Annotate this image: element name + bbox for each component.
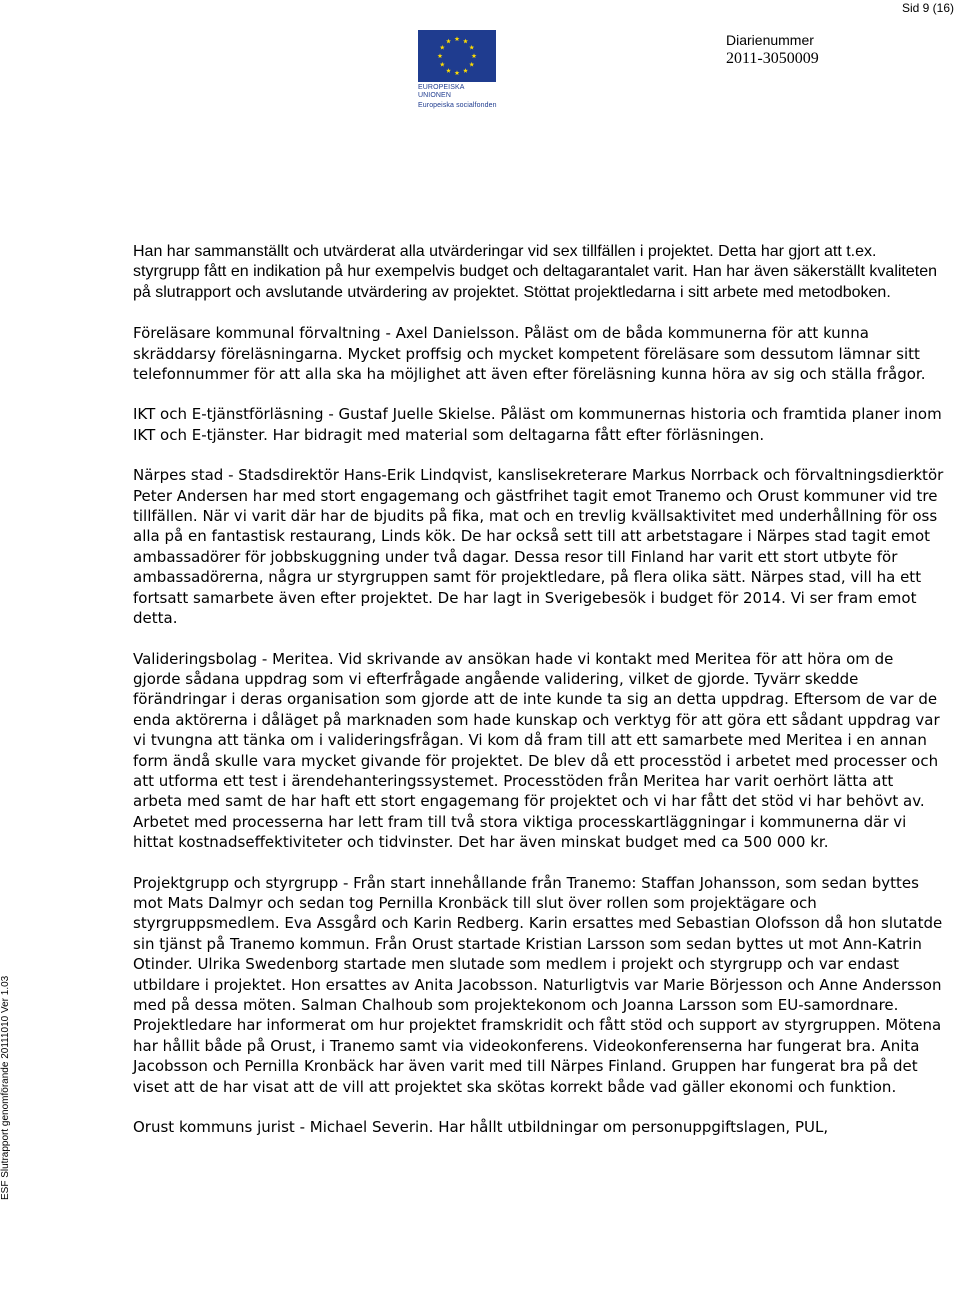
document-body xyxy=(133,242,945,1157)
side-version-label: ESF Slutrapport genomförande 20111010 Ver 1.03 xyxy=(0,975,11,1200)
paragraph-narpes-stad: Närpes stad - Stadsdirektör Hans-Erik Lindqvist, kanslisekreterare Markus Norrback och förvaltningsdierktör Peter Andersen har med stort engagemang och gästfrihet tagit emot Tranemo och Orust kommuner vid tre tillfällen. När vi varit där har de bjudits på fika, mat och en trevlig kvällsaktivitet med underhållning för oss alla på en fantastisk restaurang, Linds kök. De har också sett till att arbetstagare i Närpes stad tagit emot ambassadörer för jobbskuggning under två dagar. Dessa resor till Finland har varit ett stort utbyte för ambassadörerna, några ur styrgruppen samt för projektledare, på flera olika sätt. Närpes stad, vill ha ett fortsatt samarbete även efter projektet. De har lagt in Sverigebesök i budget för 2014. Vi ser fram emot detta. xyxy=(133,466,944,628)
paragraph-meritea: Valideringsbolag - Meritea. Vid skrivande av ansökan hade vi kontakt med Meritea för att höra om de gjorde sådana uppdrag som vi efterfrågade angående validering, vilket de gjorde. Tyvärr skedde förändringar i deras organisation som gjorde att de inte kunde ta sig an detta uppdrag. Eftersom de var de enda aktörerna i dåläget på marknaden som hade kunskap och verktyg för att göra ett sådant uppdrag var vi tvungna att tänka om i valideringsfrågan. Vi kom då fram till att ett samarbete med Meritea i en annan form ändå skulle vara mycket givande för projektet. De blev då ett processtöd i arbetet med processer och att utforma ett test i ärendehanteringssystemet. Processtöden från Meritea har varit oerhört lätta att arbeta med samt de har haft ett stort engagemang för projektet och vi har fått det stöd vi har behövt av. Arbetet med processerna har lett fram till två stora viktiga processkartläggningar i kommunerna där vi hittat kostnadseffektiviteter och tidvinster. Det har även minskat budget med ca 500 000 kr. xyxy=(133,649,940,852)
eu-flag-icon xyxy=(418,30,496,82)
paragraph-lecturer-municipal: Föreläsare kommunal förvaltning - Axel Danielsson. Påläst om de båda kommunerna för att kunna skräddarsy föreläsningarna. Mycket proffsig och mycket kompetent föreläsare som dessutom lämnar sitt telefonnummer för att alla ska ha möjlighet att även efter föreläsning kunna höra av sig och ställa frågor. xyxy=(133,324,926,384)
diarienummer-value: 2011-3050009 xyxy=(726,50,819,67)
paragraph-evaluator: Han har sammanställt och utvärderat alla utvärderingar vid sex tillfällen i projektet. Detta har gjort att t.ex. styrgrupp fått en indikation på hur exempelvis budget och deltagarantalet varit. Han har även säkerställt kvaliteten på slutrapport och avslutande utvärdering av projektet. Stöttat projektledarna i sitt arbete med metodboken. xyxy=(133,243,938,301)
logo-line-2: Europeiska socialfonden xyxy=(418,102,497,109)
paragraph-ikt-lecture: IKT och E-tjänstförläsning - Gustaf Juelle Skielse. Påläst om kommunernas historia och framtida planer inom IKT och E-tjänster. Har bidragit med material som deltagarna fått efter förläsningen. xyxy=(133,405,942,444)
eu-logo xyxy=(418,30,498,109)
page-number: Sid 9 (16) xyxy=(901,1,954,15)
paragraph-orust-jurist: Orust kommuns jurist - Michael Severin. Har hållt utbildningar om personuppgiftslagen, PUL, xyxy=(133,1118,829,1137)
paragraph-project-groups: Projektgrupp och styrgrupp - Från start innehållande från Tranemo: Staffan Johansson, som sedan byttes mot Mats Dalmyr och sedan tog Pernilla Kronbäck till slut över rollen som projektägare och styrgruppsmedlem. Eva Assgård och Karin Redberg. Karin ersattes med Sebastian Olofsson då hon slutatde sin tjänst på Tranemo kommun. Från Orust startade Kristian Larsson som sedan byttes ut mot Ann-Katrin Otinder. Ulrika Swedenborg startade men slutade som medlem i projekt och styrgrupp och var endast utbildare i projektet. Hon ersattes av Anita Jacobsson. Naturligtvis var Marie Börjesson och Anne Andersson med på dessa möten. Salman Chalhoub som projektekonom och Joanna Larsson som EU-samordnare. Projektledare har informerat om hur projektet framskridit och fått stöd och support av styrgruppen. Mötena har hållit både på Orust, i Tranemo samt via videokonferens. Videokonferenserna har fungerat bra. Anita Jacobsson och Pernilla Kronbäck har även varit med till Närpes Finland. Gruppen har fungerat bra på det viset att de har visat att de vill att projektet ska skötas korrekt både vad gäller ekonomi och funktion. xyxy=(133,873,943,1096)
diarienummer-label: Diarienummer xyxy=(726,32,814,48)
logo-line-1: EUROPEISKA UNIONEN xyxy=(418,84,465,99)
